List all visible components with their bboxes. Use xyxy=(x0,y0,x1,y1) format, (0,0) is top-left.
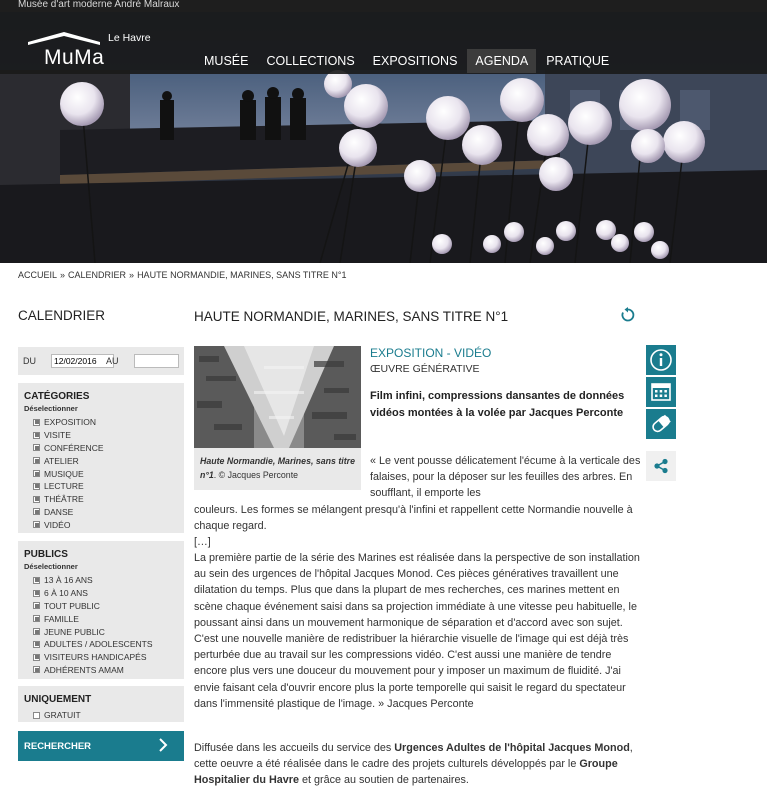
uniquement-filter xyxy=(18,686,184,722)
search-button[interactable] xyxy=(18,731,184,761)
info-button[interactable] xyxy=(646,345,676,375)
publics-deselect[interactable]: Déselectionner xyxy=(24,562,78,571)
checkbox[interactable] xyxy=(33,641,40,648)
artwork-caption xyxy=(194,448,361,490)
category-option[interactable]: EXPOSITION xyxy=(24,416,184,429)
checkbox[interactable] xyxy=(33,419,40,426)
share-button[interactable] xyxy=(646,451,676,481)
paragraph-3: Diffusée dans les accueils du service des Urgences Adultes de l'hôpital Jacques Monod, cette oeuvre a été réalisée dans le cadre des projets culturels développés par le Groupe Hospitalier du Havre et grâce au soutien de partenaires. xyxy=(194,742,633,787)
checkbox[interactable] xyxy=(33,577,40,584)
event-category[interactable]: EXPOSITION - VIDÉO xyxy=(370,346,492,360)
checkbox[interactable] xyxy=(33,628,40,635)
nav-agenda[interactable]: AGENDA xyxy=(467,49,536,73)
checkbox[interactable] xyxy=(33,432,40,439)
public-option[interactable]: JEUNE PUBLIC xyxy=(24,625,184,638)
category-option[interactable]: VISITE xyxy=(24,429,184,442)
public-option[interactable]: VISITEURS HANDICAPÉS xyxy=(24,651,184,664)
event-lead: Film infini, compressions dansantes de données vidéos montées à la volée par Jacques Perconte xyxy=(370,390,625,419)
calendar-icon xyxy=(646,377,676,407)
caption-title: Haute Normandie, Marines, sans titre n°1 xyxy=(200,456,355,480)
nav-expositions[interactable]: EXPOSITIONS xyxy=(372,54,458,68)
categories-filter xyxy=(18,383,184,533)
public-option[interactable]: 6 À 10 ANS xyxy=(24,587,184,600)
pill-icon xyxy=(646,409,676,439)
breadcrumb: ACCUEIL » CALENDRIER » HAUTE NORMANDIE, MARINES, SANS TITRE N°1 xyxy=(18,270,347,280)
hospital-service: Urgences Adultes de l'hôpital Jacques Monod xyxy=(394,742,630,754)
uniquement-title: UNIQUEMENT xyxy=(24,694,92,705)
event-subcategory: ŒUVRE GÉNÉRATIVE xyxy=(370,363,480,375)
caption-credit: . © Jacques Perconte xyxy=(213,469,299,480)
top-bar xyxy=(0,0,767,12)
muma-logo[interactable] xyxy=(28,32,158,74)
category-option[interactable]: DANSE xyxy=(24,506,184,519)
quote-part1: « Le vent pousse délicatement l'écume à la verticale des falaises, pour la déposer sur les feuilles des arbres. En soufflant, il emporte les xyxy=(370,455,641,500)
date-to-input[interactable] xyxy=(134,354,179,368)
checkbox[interactable] xyxy=(33,444,40,451)
checkbox[interactable] xyxy=(33,590,40,597)
quote-ellipsis: […] xyxy=(194,536,211,548)
paragraph-2: La première partie de la série des Marines est réalisée dans la perspective de son installation au sein des urgences de l'hôpital Jacques Monod. Ces pièces génératives travaillent une dilatation du temps. Plus que dans la plupart de mes recherches, ces marines mettent en scène chaque événement saisi dans sa projection immédiate à une vitesse peu habituelle, le poussant ainsi dans un mouvement harmonique de séparation et d'accord avec son sujet. C'est une nouvelle manière de redistribuer la hiérarchie visuelle de l'image qui est déjà très perturbée due au travail sur les compressions vidéo. C'est aussi une manière de tendre encore plus vers une douceur du mouvement pour y imposer un maximum de fluidité. J'ai envie faisant cela d'ouvrir encore plus la porte temporelle qui saisit le regard du spectateur dans l'immensité plastique de l'image. » Jacques Perconte xyxy=(194,552,640,710)
checkbox[interactable] xyxy=(33,602,40,609)
checkbox[interactable] xyxy=(33,508,40,515)
artwork-image[interactable] xyxy=(194,346,361,448)
gratuit-option[interactable]: GRATUIT xyxy=(24,709,184,722)
sidebar-title: CALENDRIER xyxy=(18,308,106,323)
breadcrumb-home[interactable]: ACCUEIL xyxy=(18,270,58,280)
category-option[interactable]: CONFÉRENCE xyxy=(24,442,184,455)
categories-title: CATÉGORIES xyxy=(24,391,90,402)
checkbox[interactable] xyxy=(33,712,40,719)
checkbox[interactable] xyxy=(33,666,40,673)
checkbox[interactable] xyxy=(33,457,40,464)
quote-part2: couleurs. Les formes se mélangent presqu'à l'infini et rappellent cette Normandie nouvelle à chaque regard. xyxy=(194,504,633,533)
date-filter xyxy=(18,347,184,375)
checkbox[interactable] xyxy=(33,615,40,622)
date-from-input[interactable] xyxy=(51,354,114,368)
hero-banner xyxy=(0,0,767,263)
publics-filter xyxy=(18,541,184,679)
date-to-label: AU xyxy=(106,356,119,366)
publics-title: PUBLICS xyxy=(24,549,68,560)
hospital-group: Groupe Hospitalier du Havre xyxy=(194,758,618,787)
refresh-icon[interactable] xyxy=(620,307,636,323)
public-option[interactable]: TOUT PUBLIC xyxy=(24,600,184,613)
accessibility-button[interactable] xyxy=(646,409,676,439)
nav-musee[interactable]: MUSÉE xyxy=(204,54,249,68)
page-title: HAUTE NORMANDIE, MARINES, SANS TITRE N°1 xyxy=(194,309,509,324)
checkbox[interactable] xyxy=(33,521,40,528)
info-icon xyxy=(646,345,676,375)
checkbox[interactable] xyxy=(33,483,40,490)
categories-deselect[interactable]: Déselectionner xyxy=(24,404,78,413)
calendar-button[interactable] xyxy=(646,377,676,407)
nav-collections[interactable]: COLLECTIONS xyxy=(266,54,355,68)
breadcrumb-calendar[interactable]: CALENDRIER xyxy=(68,270,127,280)
artwork-figure xyxy=(194,346,361,490)
category-option[interactable]: LECTURE xyxy=(24,480,184,493)
checkbox[interactable] xyxy=(33,654,40,661)
chevron-right-icon xyxy=(158,738,168,752)
public-option[interactable]: ADULTES / ADOLESCENTS xyxy=(24,638,184,651)
share-icon xyxy=(646,451,676,481)
category-option[interactable]: MUSIQUE xyxy=(24,467,184,480)
public-option[interactable]: 13 À 16 ANS xyxy=(24,574,184,587)
main-nav xyxy=(196,49,619,73)
search-button-label: RECHERCHER xyxy=(24,741,92,752)
museum-name: Musée d'art moderne André Malraux xyxy=(18,0,180,10)
public-option[interactable]: FAMILLE xyxy=(24,612,184,625)
category-option[interactable]: THÉÂTRE xyxy=(24,493,184,506)
category-option[interactable]: VIDÉO xyxy=(24,518,184,531)
category-option[interactable]: ATELIER xyxy=(24,454,184,467)
nav-pratique[interactable]: PRATIQUE xyxy=(546,54,610,68)
checkbox[interactable] xyxy=(33,496,40,503)
logo-name: MuMa xyxy=(44,46,105,69)
checkbox[interactable] xyxy=(33,470,40,477)
logo-city: Le Havre xyxy=(108,32,151,44)
public-option[interactable]: ADHÉRENTS AMAM xyxy=(24,664,184,677)
breadcrumb-current: HAUTE NORMANDIE, MARINES, SANS TITRE N°1 xyxy=(137,270,347,280)
date-from-label: DU xyxy=(23,356,36,366)
